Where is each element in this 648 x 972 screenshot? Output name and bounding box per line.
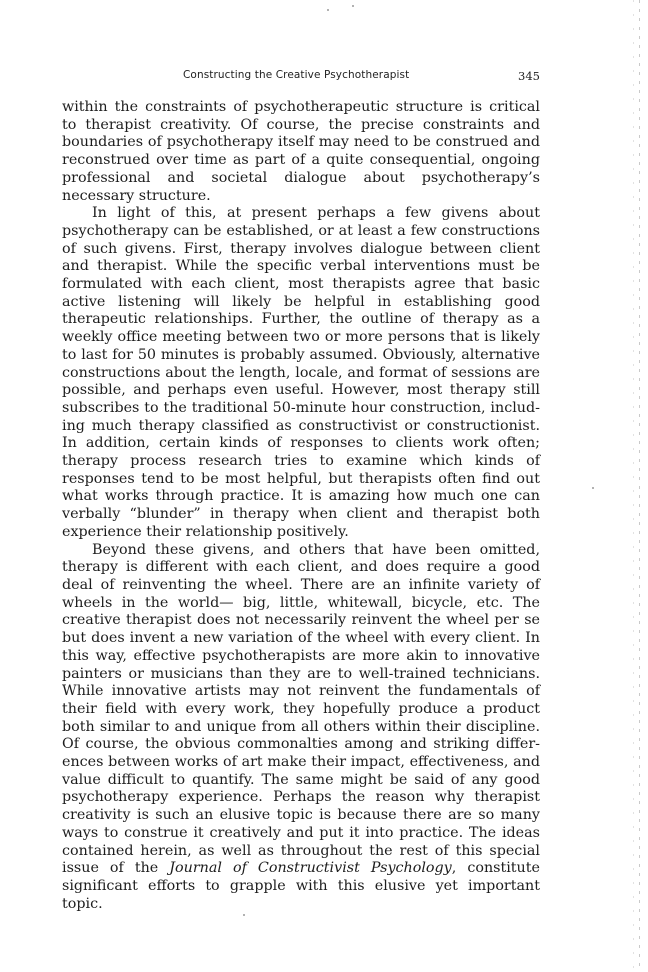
paragraph-1: within the constraints of psychotherapeutic structure is critical to therapist creativity. Of course, the precise constraints and boundaries of psychotherapy itself may need to be construed and reconstrued over time as part of a quite consequential, ongoing professional and societal dialogue about psychotherapy’s necessary structure. bbox=[62, 99, 540, 204]
scan-edge-line bbox=[639, 0, 640, 972]
scan-speck bbox=[592, 487, 594, 489]
paragraph-2: In light of this, at present perhaps a few givens about psychotherapy can be established, or at least a few constructions of such givens. First, therapy involves dialogue between client and therapist. While the specific verbal interventions must be formulated with each client, most therapists agree that basic active listening will likely be helpful in establishing good therapeutic relationships. Further, the outline of therapy as a weekly office meeting between two or more persons that is likely to last for 50 minutes is probably assumed. Obviously, alternative constructions about the length, locale, and format of sessions are possible, and perhaps even useful. However, most therapy still subscribes to the traditional 50-minute hour construction, including much therapy classified as constructivist or constructionist. In addition, certain kinds of responses to clients work often; therapy process research tries to examine which kinds of responses tend to be most helpful, but therapists often find out what works through practice. It is amazing how much one can verbally “blunder” in therapy when client and therapist both experience their relationship positively. bbox=[62, 205, 540, 540]
scan-speck bbox=[243, 914, 245, 916]
paragraph-3 bbox=[62, 542, 540, 914]
scan-speck bbox=[327, 9, 329, 11]
paragraph-3-ending: , constitute significant efforts to grapple with this elusive yet important topic. bbox=[62, 860, 540, 912]
running-title: Constructing the Creative Psychotherapist bbox=[183, 69, 410, 81]
article-body bbox=[62, 99, 540, 913]
scan-speck bbox=[352, 5, 354, 7]
paragraph-3-text: Beyond these givens, and others that have been omitted, therapy is different with each client, and does require a good deal of reinventing the wheel. There are an infinite variety of wheels in the world— big, little, whitewall, bicycle, etc. The creative therapist does not necessarily reinvent the wheel per se but does invent a new variation of the wheel with every client. In this way, effective psychotherapists are more akin to innovative painters or musicians than they are to well-trained technicians. While innovative artists may not reinvent the fundamentals of their field with every work, they hopefully produce a product both similar to and unique from all others within their discipline. Of course, the obvious commonalties among and striking differences between works of art make their impact, effectiveness, and value difficult to quantify. The same might be said of any good psychotherapy experience. Perhaps the reason why therapist creativity is such an elusive topic is because there are so many ways to construe it creatively and put it into practice. The ideas contained herein, as well as throughout the rest of this special issue of the bbox=[62, 541, 540, 877]
page-number: 345 bbox=[518, 69, 540, 83]
running-head bbox=[62, 69, 540, 87]
scan-edge-line-inner bbox=[633, 0, 634, 972]
journal-title: Journal of Constructivist Psychology bbox=[169, 860, 452, 877]
